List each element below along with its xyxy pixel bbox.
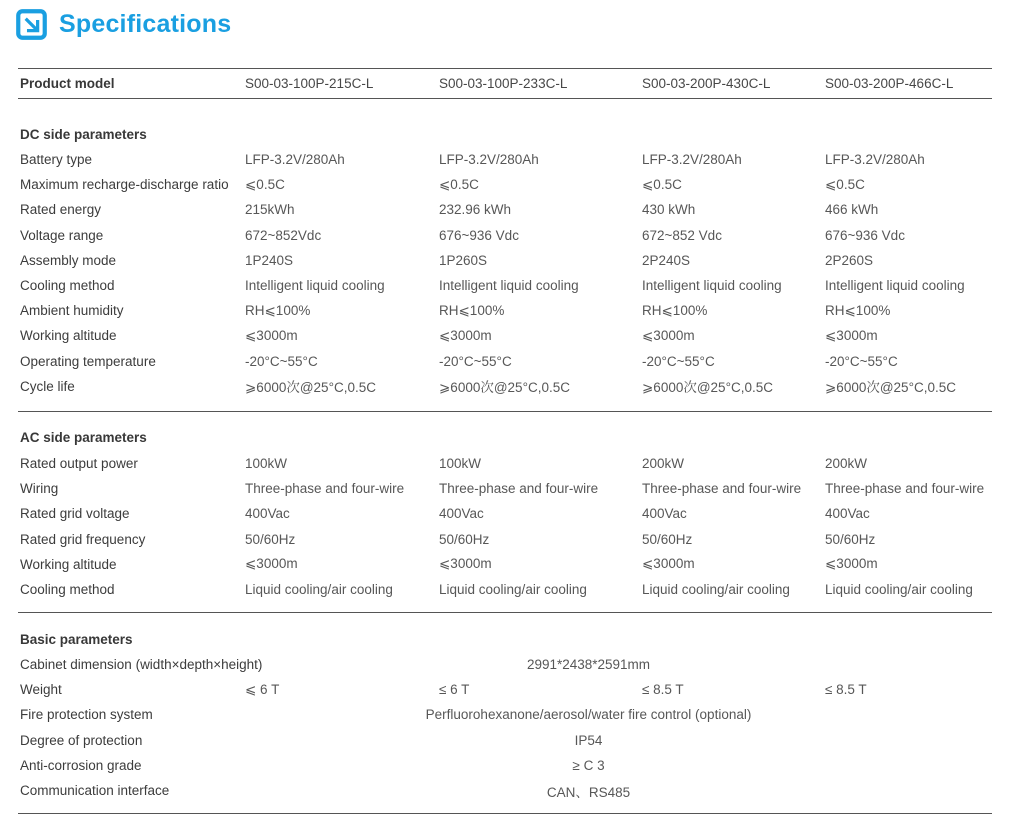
spec-row [18, 172, 992, 197]
row-value: Liquid cooling/air cooling [245, 581, 393, 597]
row-value: -20°C~55°C [825, 353, 898, 369]
row-value: 50/60Hz [439, 531, 490, 547]
row-value: RH⩽100% [245, 302, 311, 318]
row-value: ⩽3000m [439, 327, 492, 343]
row-label: Cycle life [20, 378, 75, 394]
section-dc [18, 99, 992, 412]
row-label: Anti-corrosion grade [20, 757, 142, 773]
row-value: 50/60Hz [642, 531, 693, 547]
row-value: RH⩽100% [642, 302, 708, 318]
row-value: 430 kWh [642, 202, 696, 218]
spec-row [18, 476, 992, 501]
row-value: 676~936 Vdc [439, 227, 519, 243]
row-value: -20°C~55°C [642, 353, 715, 369]
row-value: -20°C~55°C [439, 353, 512, 369]
model-name: S00-03-200P-430C-L [642, 76, 771, 91]
row-value: 200kW [642, 455, 685, 471]
spec-row [18, 273, 992, 298]
row-label: Cooling method [20, 581, 115, 597]
row-value: 676~936 Vdc [825, 227, 905, 243]
section-basic [18, 613, 992, 814]
row-label: Operating temperature [20, 353, 156, 369]
row-value: ⩽3000m [642, 327, 695, 343]
spec-table [18, 68, 992, 814]
row-label: Working altitude [20, 328, 117, 344]
model-name: S00-03-100P-233C-L [439, 76, 568, 91]
row-label: Communication interface [20, 783, 170, 799]
row-value: ⩾6000次@25°C,0.5C [245, 380, 376, 396]
row-value: ⩽ 6 T [245, 681, 280, 697]
spec-row [18, 526, 992, 551]
row-value: Three-phase and four-wire [245, 481, 405, 497]
row-value: ≤ 8.5 T [642, 682, 684, 698]
row-value: ⩽3000m [825, 327, 878, 343]
row-value: 400Vac [825, 506, 870, 522]
row-value: Intelligent liquid cooling [245, 278, 385, 294]
row-value: 400Vac [245, 506, 290, 522]
row-value: ⩽3000m [825, 556, 878, 572]
spec-row [18, 677, 992, 702]
row-value: Intelligent liquid cooling [825, 278, 965, 294]
spec-row [18, 451, 992, 476]
row-value-span: CAN、RS485 [546, 784, 631, 800]
spec-row [18, 702, 992, 727]
row-label: Rated grid frequency [20, 531, 146, 547]
row-value: ⩽3000m [245, 327, 298, 343]
row-value: 2P240S [642, 252, 691, 268]
page-title: Specifications [59, 10, 232, 38]
row-value: LFP-3.2V/280Ah [245, 152, 345, 168]
row-value: LFP-3.2V/280Ah [642, 152, 742, 168]
row-value: LFP-3.2V/280Ah [825, 152, 925, 168]
row-value: RH⩽100% [439, 302, 505, 318]
row-label: Ambient humidity [20, 303, 124, 319]
row-value: ⩽0.5C [245, 176, 285, 192]
title-bar [16, 9, 231, 40]
arrow-down-right-square-icon [16, 9, 47, 40]
row-value: Liquid cooling/air cooling [642, 581, 790, 597]
row-label: Rated grid voltage [20, 506, 130, 522]
spec-row [18, 778, 992, 803]
row-value: 215kWh [245, 202, 295, 218]
row-value: 1P240S [245, 252, 294, 268]
row-value: ⩾6000次@25°C,0.5C [439, 380, 570, 396]
model-name: S00-03-100P-215C-L [245, 76, 374, 91]
row-value: 400Vac [642, 506, 687, 522]
row-value-span: IP54 [574, 732, 603, 748]
row-label: Cabinet dimension (width×depth×height) [20, 657, 263, 673]
spec-row [18, 652, 992, 677]
row-value: 50/60Hz [825, 531, 876, 547]
row-value: ⩾6000次@25°C,0.5C [825, 380, 956, 396]
spec-row [18, 298, 992, 323]
row-value: Three-phase and four-wire [439, 481, 599, 497]
row-value: RH⩽100% [825, 302, 891, 318]
row-value: ≤ 6 T [439, 682, 470, 698]
row-value: Intelligent liquid cooling [642, 278, 782, 294]
row-value: LFP-3.2V/280Ah [439, 152, 539, 168]
spec-row [18, 197, 992, 222]
row-value: 232.96 kWh [439, 202, 512, 218]
row-value: 2P260S [825, 252, 874, 268]
spec-row [18, 349, 992, 374]
spec-row [18, 147, 992, 172]
row-label: Battery type [20, 152, 93, 168]
row-label: Fire protection system [20, 707, 153, 723]
row-value: 100kW [439, 455, 482, 471]
table-header-row [18, 68, 992, 99]
row-value: 672~852 Vdc [642, 227, 722, 243]
section-ac [18, 412, 992, 613]
spec-row [18, 248, 992, 273]
row-value: 400Vac [439, 506, 484, 522]
spec-row [18, 223, 992, 248]
row-value: 200kW [825, 455, 868, 471]
row-value: 672~852Vdc [245, 227, 322, 243]
section-title: AC side parameters [20, 430, 147, 446]
row-value: ⩽3000m [245, 556, 298, 572]
spec-row [18, 501, 992, 526]
spec-row [18, 552, 992, 577]
row-value-span: ≥ C 3 [572, 757, 605, 773]
spec-row [18, 577, 992, 602]
row-value: Liquid cooling/air cooling [439, 581, 587, 597]
row-label: Working altitude [20, 556, 117, 572]
row-value: Intelligent liquid cooling [439, 278, 579, 294]
row-value: ⩽0.5C [825, 176, 865, 192]
row-value: Three-phase and four-wire [825, 481, 985, 497]
row-value: 466 kWh [825, 202, 879, 218]
row-value: 1P260S [439, 252, 488, 268]
row-value: ⩽3000m [642, 556, 695, 572]
spec-row [18, 374, 992, 399]
row-value: ≤ 8.5 T [825, 682, 867, 698]
spec-row [18, 753, 992, 778]
row-value-span: 2991*2438*2591mm [526, 657, 651, 673]
row-label: Voltage range [20, 227, 104, 243]
row-label: Wiring [20, 481, 59, 497]
row-value: ⩽0.5C [642, 176, 682, 192]
row-label: Weight [20, 682, 62, 698]
row-value: ⩾6000次@25°C,0.5C [642, 380, 773, 396]
row-value-span: Perfluorohexanone/aerosol/water fire control (optional) [425, 707, 752, 723]
row-value: 100kW [245, 455, 288, 471]
model-name: S00-03-200P-466C-L [825, 76, 954, 91]
row-value: ⩽0.5C [439, 176, 479, 192]
product-model-header: Product model [20, 76, 115, 91]
row-label: Cooling method [20, 278, 115, 294]
row-label: Rated energy [20, 202, 102, 218]
spec-row [18, 323, 992, 348]
row-value: Three-phase and four-wire [642, 481, 802, 497]
section-title: DC side parameters [20, 126, 147, 142]
row-label: Assembly mode [20, 252, 117, 268]
section-title: Basic parameters [20, 631, 133, 647]
row-label: Degree of protection [20, 732, 143, 748]
row-value: Liquid cooling/air cooling [825, 581, 973, 597]
row-label: Maximum recharge-discharge ratio [20, 177, 229, 193]
row-value: 50/60Hz [245, 531, 296, 547]
row-value: ⩽3000m [439, 556, 492, 572]
row-label: Rated output power [20, 455, 138, 471]
row-value: -20°C~55°C [245, 353, 318, 369]
spec-row [18, 728, 992, 753]
